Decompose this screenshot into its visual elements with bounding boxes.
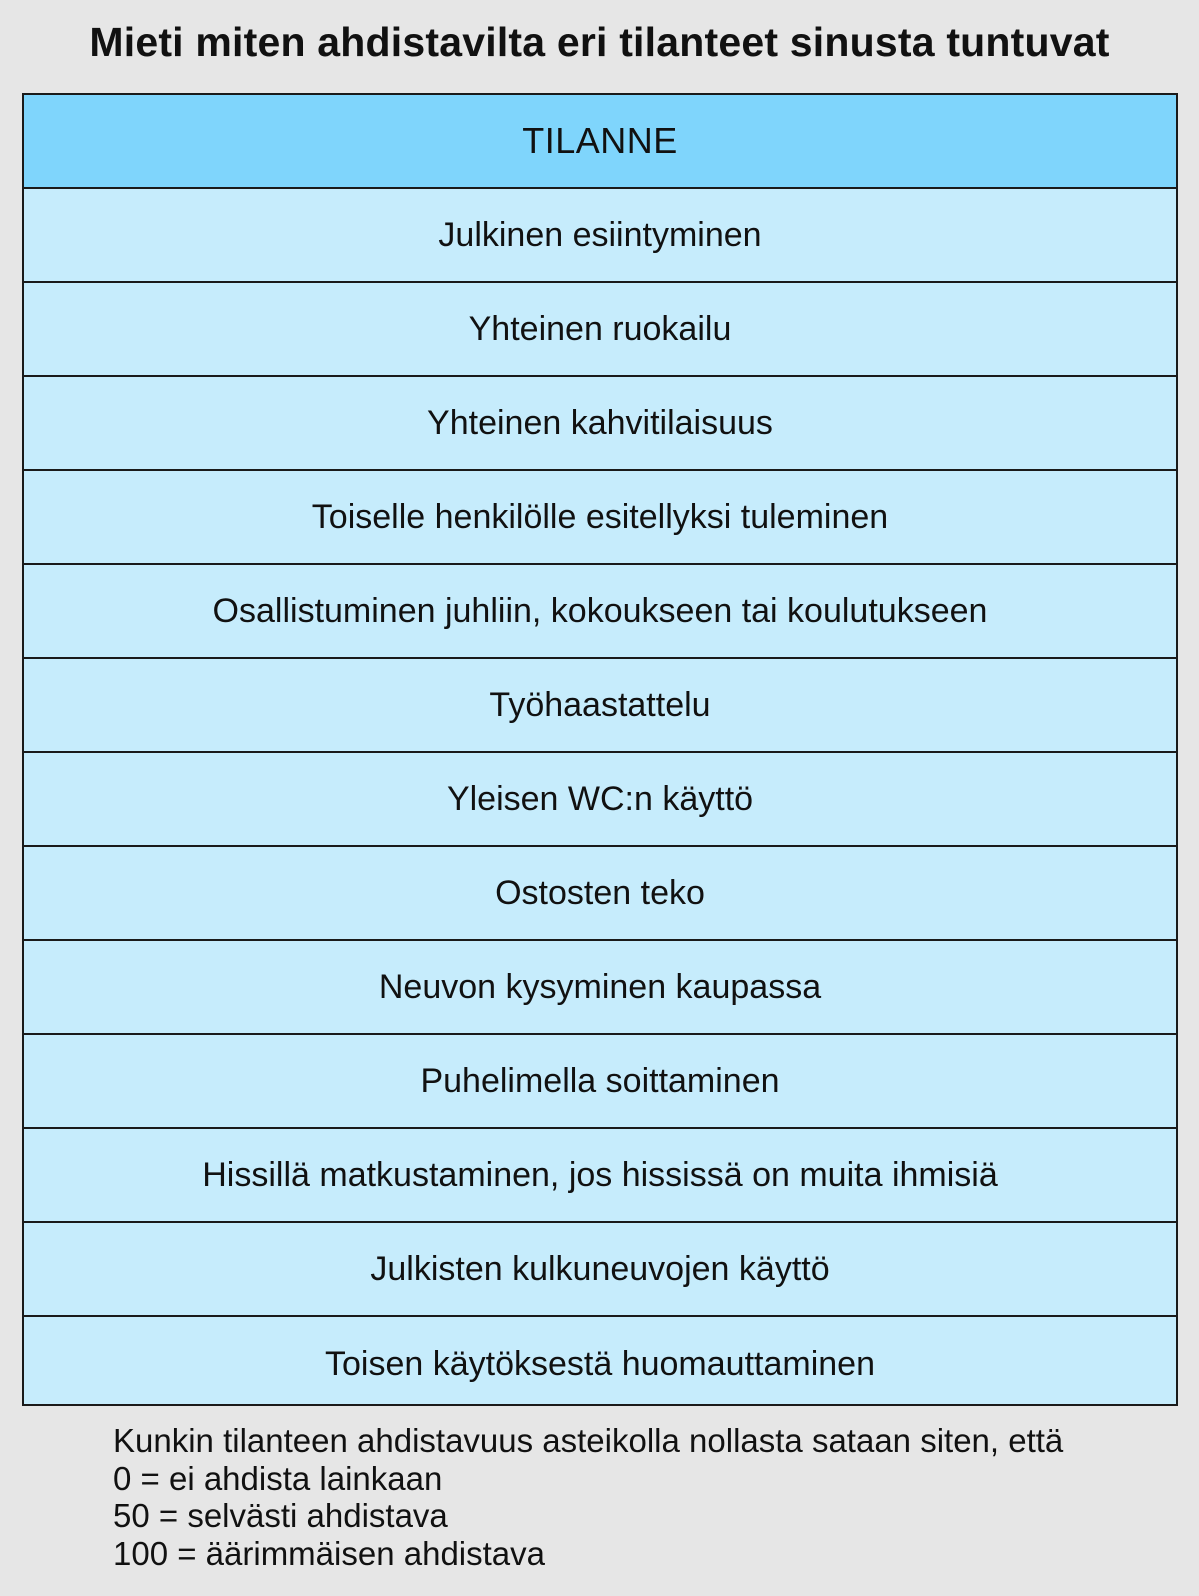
- table-row: Ostosten teko: [24, 847, 1176, 941]
- table-row: Toiselle henkilölle esitellyksi tuleminen: [24, 471, 1176, 565]
- table-row: Hissillä matkustaminen, jos hississä on muita ihmisiä: [24, 1129, 1176, 1223]
- table-row: Yhteinen ruokailu: [24, 283, 1176, 377]
- scale-explanation: [113, 1422, 1063, 1572]
- scale-level-100: 100 = äärimmäisen ahdistava: [113, 1534, 545, 1572]
- table-row: Työhaastattelu: [24, 659, 1176, 753]
- page-title: Mieti miten ahdistavilta eri tilanteet sinusta tuntuvat: [89, 19, 1110, 65]
- table-row: Julkinen esiintyminen: [24, 189, 1176, 283]
- table-row: Julkisten kulkuneuvojen käyttö: [24, 1223, 1176, 1317]
- table-row: Toisen käytöksestä huomauttaminen: [325, 1344, 875, 1383]
- scale-intro: Kunkin tilanteen ahdistavuus asteikolla nollasta sataan siten, että: [113, 1422, 1064, 1459]
- table-header: TILANNE: [24, 95, 1176, 189]
- scale-level-0: 0 = ei ahdista lainkaan: [113, 1459, 443, 1497]
- table-row: Puhelimella soittaminen: [24, 1035, 1176, 1129]
- scale-level-50: 50 = selvästi ahdistava: [113, 1497, 448, 1534]
- table-row: Osallistuminen juhliin, kokoukseen tai koulutukseen: [24, 565, 1176, 659]
- table-row: Neuvon kysyminen kaupassa: [24, 941, 1176, 1035]
- table-row: Yleisen WC:n käyttö: [24, 753, 1176, 847]
- table-row: Yhteinen kahvitilaisuus: [24, 377, 1176, 471]
- situations-table: [22, 93, 1178, 1406]
